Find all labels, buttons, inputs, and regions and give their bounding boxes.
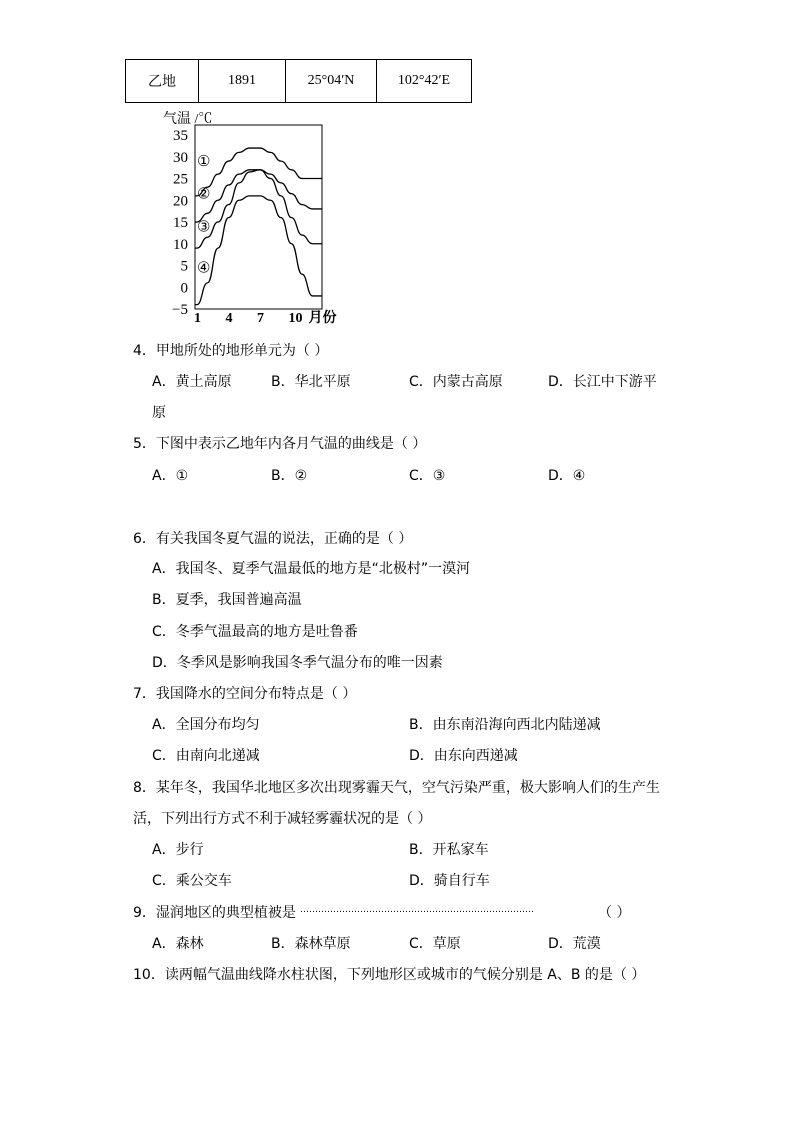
table-cell-altitude: 1891 xyxy=(199,60,286,103)
temperature-curve-1 xyxy=(195,148,322,196)
series-label-2: ② xyxy=(197,186,211,203)
q6-option-d[interactable]: D．冬季风是影响我国冬季气温分布的唯一因素 xyxy=(152,655,443,671)
y-tick-label: 10 xyxy=(173,236,188,253)
q5-option-c[interactable]: C．③ xyxy=(409,468,446,484)
y-tick-label: 35 xyxy=(173,128,188,144)
q4-option-d[interactable]: D．长江中下游平 xyxy=(548,374,657,390)
q8-option-c[interactable]: C．乘公交车 xyxy=(152,873,232,889)
question-8-stem-continued: 活，下列出行方式不利于减轻雾霾状况的是（ ） xyxy=(133,811,432,827)
table-cell-latitude: 25°04′N xyxy=(286,60,377,103)
y-tick-label: 25 xyxy=(173,171,188,188)
temperature-curve-3 xyxy=(195,170,322,248)
table-cell-longitude: 102°42′E xyxy=(377,60,472,103)
q7-option-c[interactable]: C．由南向北递减 xyxy=(152,748,260,764)
question-9-stem: 9．湿润地区的典型植被是 xyxy=(133,905,296,921)
q9-answer-paren: （ ） xyxy=(598,905,631,921)
y-tick-label: 30 xyxy=(173,149,188,166)
q6-option-b[interactable]: B．夏季，我国普遍高温 xyxy=(152,592,302,608)
q7-option-a[interactable]: A．全国分布均匀 xyxy=(152,717,260,733)
x-tick-label: 1 xyxy=(194,311,201,326)
q9-option-d[interactable]: D．荒漠 xyxy=(548,936,601,952)
q7-option-b[interactable]: B．由东南沿海向西北内陆递减 xyxy=(409,717,601,733)
y-tick-label: 0 xyxy=(180,280,188,297)
q9-leader-dots: …………………………………………………………………… xyxy=(300,905,534,915)
q5-option-b[interactable]: B．② xyxy=(271,468,308,484)
question-10-stem: 10．读两幅气温曲线降水柱状图，下列地形区或城市的气候分别是 A、B 的是（ ） xyxy=(133,967,646,983)
temperature-chart xyxy=(150,108,340,330)
q5-option-a[interactable]: A．① xyxy=(152,468,189,484)
series-label-4: ④ xyxy=(197,260,211,277)
y-tick-label: 15 xyxy=(173,215,188,231)
q8-option-d[interactable]: D．骑自行车 xyxy=(409,873,490,889)
q4-option-b[interactable]: B．华北平原 xyxy=(271,374,351,390)
question-7-stem: 7．我国降水的空间分布特点是（ ） xyxy=(133,686,357,702)
q6-option-a[interactable]: A．我国冬、夏季气温最低的地方是“北极村”一漠河 xyxy=(152,561,471,577)
x-tick-label: 7 xyxy=(257,311,264,326)
q4-option-c[interactable]: C．内蒙古高原 xyxy=(409,374,503,390)
q8-option-b[interactable]: B．开私家车 xyxy=(409,842,489,858)
q9-option-b[interactable]: B．森林草原 xyxy=(271,936,351,952)
x-tick-label: 4 xyxy=(225,311,233,326)
y-tick-label: −5 xyxy=(172,302,188,318)
y-axis-label: 气温 /℃ xyxy=(163,112,213,127)
plot-frame xyxy=(195,125,322,309)
question-4-stem: 4．甲地所处的地形单元为（ ） xyxy=(133,343,329,359)
series-label-1: ① xyxy=(197,154,211,171)
q7-option-d[interactable]: D．由东向西递减 xyxy=(409,748,518,764)
q8-option-a[interactable]: A．步行 xyxy=(152,842,204,858)
x-tick-label: 10 xyxy=(288,311,303,326)
location-table xyxy=(125,59,472,103)
y-tick-label: 20 xyxy=(173,193,188,210)
q9-option-c[interactable]: C．草原 xyxy=(409,936,461,952)
question-6-stem: 6．有关我国冬夏气温的说法，正确的是（ ） xyxy=(133,531,413,547)
q4-option-a[interactable]: A．黄土高原 xyxy=(152,374,232,390)
x-axis-label: 月份 xyxy=(308,311,337,326)
y-tick-label: 5 xyxy=(180,258,188,275)
table-row xyxy=(126,60,472,103)
temperature-curve-4 xyxy=(195,196,322,305)
q5-option-d[interactable]: D．④ xyxy=(548,468,586,484)
question-8-stem: 8．某年冬，我国华北地区多次出现雾霾天气，空气污染严重，极大影响人们的生产生 xyxy=(133,780,660,796)
q9-option-a[interactable]: A．森林 xyxy=(152,936,204,952)
q4-option-d-continued: 原 xyxy=(152,405,166,421)
q6-option-c[interactable]: C．冬季气温最高的地方是吐鲁番 xyxy=(152,624,358,640)
series-label-3: ③ xyxy=(197,219,211,236)
question-5-stem: 5．下图中表示乙地年内各月气温的曲线是（ ） xyxy=(133,436,427,452)
table-cell-place: 乙地 xyxy=(126,60,199,103)
